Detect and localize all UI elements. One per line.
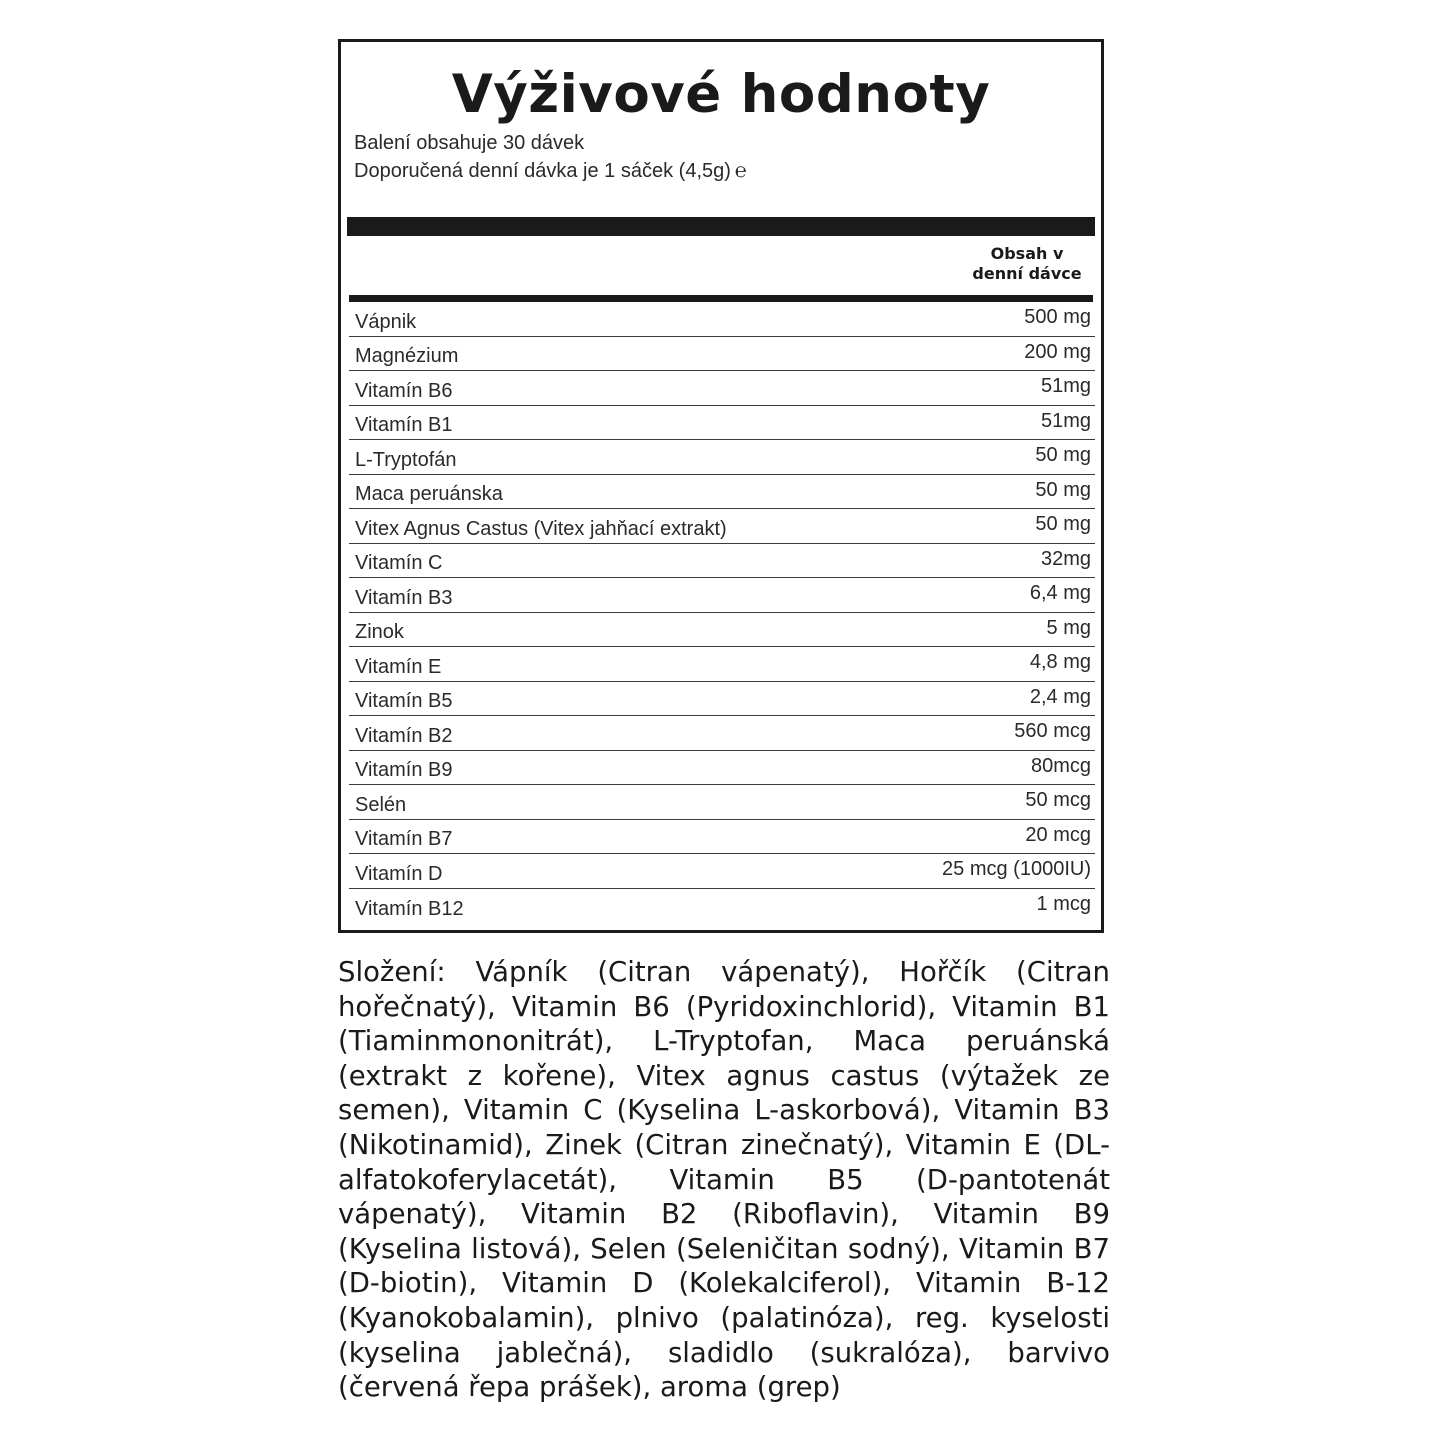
nutrient-value: 560 mcg [1014,720,1091,742]
nutrient-name: Selén [355,793,407,816]
column-header-line1: Obsah v [990,244,1064,263]
table-row [349,613,1095,648]
nutrient-value: 20 mcg [1025,823,1091,846]
table-row [349,578,1095,613]
header-divider-thick [347,217,1095,236]
nutrient-value: 4,8 mg [1029,651,1091,673]
composition-text: Složení: Vápník (Citran vápenatý), Hořčík (Citran hořečnatý), Vitamin B6 (Pyridoxinchlorid), Vitamin B1 (Tiaminmononitrát), L-Tryptofan, Maca peruánská (extrakt z kořene), Vitex agnus castus (výtažek ze semen), Vitamin C (Kyselina L-askorbová), Vitamin B3 (Nikotinamid), Zinek (Citran zinečnatý), Vitamin E (DL-alfatokoferylacetát), Vitamin B5 (D-pantotenát vápenatý), Vitamin B2 (Riboflavin), Vitamin B9 (Kyselina listová), Selen (Seleničitan sodný), Vitamin B7 (D-biotin), Vitamin D (Kolekalciferol), Vitamin B-12 (Kyanokobalamin), plnivo (palatinóza), reg. kyselosti (kyselina jablečná), sladidlo (sukralóza), barvivo (červená řepa prášek), aroma (grep) [338,956,1110,1404]
nutrient-value: 6,4 mg [1029,582,1091,604]
nutrient-value: 32mg [1040,547,1091,570]
column-header-daily-dose [962,244,1092,284]
table-row [349,647,1095,682]
table-row [349,509,1095,544]
nutrient-value: 200 mg [1024,340,1091,363]
table-row [349,440,1095,475]
table-row [349,371,1095,406]
nutrient-value: 2,4 mg [1029,685,1091,708]
table-row [349,751,1095,786]
nutrient-name: Vitamín B9 [355,759,453,781]
package-info: Balení obsahuje 30 dávek [354,132,585,154]
table-row [349,302,1095,337]
dose-info: Doporučená denní dávka je 1 sáček (4,5g) [354,160,731,182]
nutrient-value: 500 mg [1024,306,1091,328]
nutrition-facts-panel [338,39,1104,933]
dose-info-line [354,157,747,185]
table-header-divider [349,295,1093,302]
table-row [349,337,1095,372]
table-row [349,406,1095,441]
nutrient-name: Vitamín B1 [355,414,453,436]
table-row [349,682,1095,717]
nutrient-name: Vitamín B2 [355,724,453,747]
nutrient-name: Magnézium [355,345,459,367]
nutrient-value: 50 mcg [1025,789,1091,811]
table-row [349,716,1095,751]
nutrient-value: 51mg [1040,409,1091,432]
nutrient-name: Vitamín B12 [355,898,464,920]
nutrient-name: L-Tryptofán [355,448,457,471]
nutrient-value: 51mg [1040,375,1091,397]
table-row [349,889,1095,924]
nutrient-name: Vitamín E [355,655,442,678]
nutrient-name: Vitamín C [355,552,443,574]
nutrient-name: Vitamín D [355,862,443,885]
nutrient-name: Vitamín B7 [355,828,453,850]
nutrient-name: Vitamín B3 [355,586,453,609]
table-row [349,475,1095,510]
nutrient-value: 80mcg [1030,754,1091,777]
table-row [349,785,1095,820]
nutrient-value: 50 mg [1035,444,1091,466]
table-row [349,820,1095,855]
nutrient-value: 50 mg [1035,478,1091,501]
nutrient-name: Vitamín B6 [355,379,453,402]
nutrient-value: 25 mcg (1000IU) [942,858,1091,880]
estimated-sign-icon: ℮ [734,158,747,182]
nutrient-name: Zinok [355,621,404,643]
nutrient-name: Vápnik [355,310,417,333]
serving-info [354,130,747,185]
nutrient-name: Maca peruánska [355,483,503,505]
nutrient-value: 1 mcg [1036,892,1091,915]
table-row [349,544,1095,579]
table-row [349,854,1095,889]
nutrient-table [349,302,1095,923]
nutrient-value: 5 mg [1046,616,1091,639]
nutrient-value: 50 mg [1035,513,1091,535]
column-header-line2: denní dávce [972,264,1082,283]
nutrient-name: Vitex Agnus Castus (Vitex jahňací extrakt) [355,517,727,540]
nutrient-name: Vitamín B5 [355,690,453,712]
nutrition-title: Výživové hodnoty [451,64,991,125]
